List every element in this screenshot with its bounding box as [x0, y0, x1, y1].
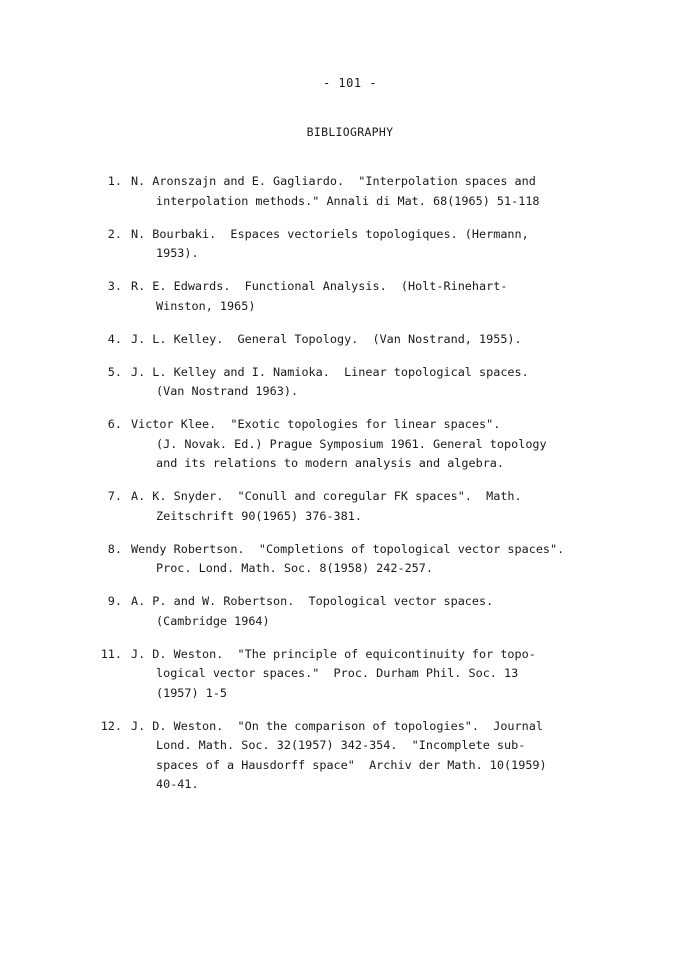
- citation-line: (Van Nostrand 1963).: [156, 384, 299, 398]
- bibliography-entry: [0, 717, 700, 795]
- entry-number: 3.: [107, 279, 122, 293]
- bibliography-entry: [0, 172, 700, 211]
- bibliography-entry: [0, 645, 700, 704]
- entry-number: 7.: [107, 489, 122, 503]
- entry-citation: [131, 363, 700, 402]
- entry-citation: [131, 330, 700, 350]
- bibliography-entry: [0, 592, 700, 631]
- bibliography-list: [0, 172, 700, 808]
- bibliography-entry: [0, 277, 700, 316]
- citation-line: J. L. Kelley. General Topology. (Van Nostrand, 1955).: [131, 331, 522, 346]
- entry-citation: [131, 717, 700, 795]
- bibliography-entry: [0, 363, 700, 402]
- citation-line: J. D. Weston. "The principle of equicontinuity for topo-: [131, 646, 536, 661]
- entry-number: 11.: [100, 646, 122, 661]
- citation-line: Wendy Robertson. "Completions of topological vector spaces".: [131, 541, 565, 556]
- entry-number: 5.: [107, 364, 122, 379]
- citation-line: N. Bourbaki. Espaces vectoriels topologiques. (Hermann,: [131, 226, 529, 241]
- citation-line: R. E. Edwards. Functional Analysis. (Holt-Rinehart-: [131, 279, 508, 293]
- citation-line: Zeitschrift 90(1965) 376-381.: [156, 508, 362, 523]
- entry-number: 1.: [107, 174, 122, 188]
- entry-citation: [131, 172, 700, 211]
- citation-line: Lond. Math. Soc. 32(1957) 342-354. "Incomplete sub-: [156, 738, 526, 752]
- page-number: - 101 -: [322, 76, 378, 90]
- citation-line: A. P. and W. Robertson. Topological vector spaces.: [131, 594, 494, 608]
- citation-line: (Cambridge 1964): [156, 613, 270, 628]
- entry-number: 8.: [107, 541, 122, 556]
- citation-line: interpolation methods." Annali di Mat. 68(1965) 51-118: [156, 193, 540, 208]
- bibliography-entry: [0, 415, 700, 474]
- citation-line: J. L. Kelley and I. Namioka. Linear topological spaces.: [131, 364, 529, 379]
- bibliography-entry: [0, 330, 700, 350]
- entry-number: 6.: [107, 417, 122, 431]
- citation-line: 1953).: [156, 246, 199, 260]
- citation-line: N. Aronszajn and E. Gagliardo. "Interpolation spaces and: [131, 174, 536, 188]
- entry-number: 12.: [100, 718, 122, 733]
- citation-line: A. K. Snyder. "Conull and coregular FK spaces". Math.: [131, 489, 522, 503]
- citation-line: J. D. Weston. "On the comparison of topologies". Journal: [131, 718, 543, 733]
- citation-line: Victor Klee. "Exotic topologies for linear spaces".: [131, 417, 501, 431]
- entry-citation: [131, 540, 700, 579]
- citation-line: (1957) 1-5: [156, 685, 228, 700]
- bibliography-entry: [0, 225, 700, 264]
- citation-line: 40-41.: [156, 777, 199, 791]
- bibliography-entry: [0, 487, 700, 526]
- citation-line: Proc. Lond. Math. Soc. 8(1958) 242-257.: [156, 561, 433, 575]
- citation-line: logical vector spaces." Proc. Durham Phil. Soc. 13: [156, 666, 519, 680]
- citation-line: spaces of a Hausdorff space" Archiv der Math. 10(1959): [156, 757, 547, 772]
- entry-citation: [131, 592, 700, 631]
- entry-citation: [131, 487, 700, 526]
- bibliography-entry: [0, 540, 700, 579]
- entry-citation: [131, 415, 700, 474]
- entry-number: 4.: [107, 331, 122, 346]
- citation-line: and its relations to modern analysis and algebra.: [156, 456, 505, 470]
- entry-number: 9.: [107, 594, 122, 608]
- entry-citation: [131, 225, 700, 264]
- page-title: BIBLIOGRAPHY: [306, 125, 394, 139]
- entry-citation: [131, 277, 700, 316]
- entry-citation: [131, 645, 700, 704]
- citation-line: (J. Novak. Ed.) Prague Symposium 1961. General topology: [156, 436, 547, 451]
- citation-line: Winston, 1965): [156, 298, 256, 313]
- entry-number: 2.: [107, 226, 122, 241]
